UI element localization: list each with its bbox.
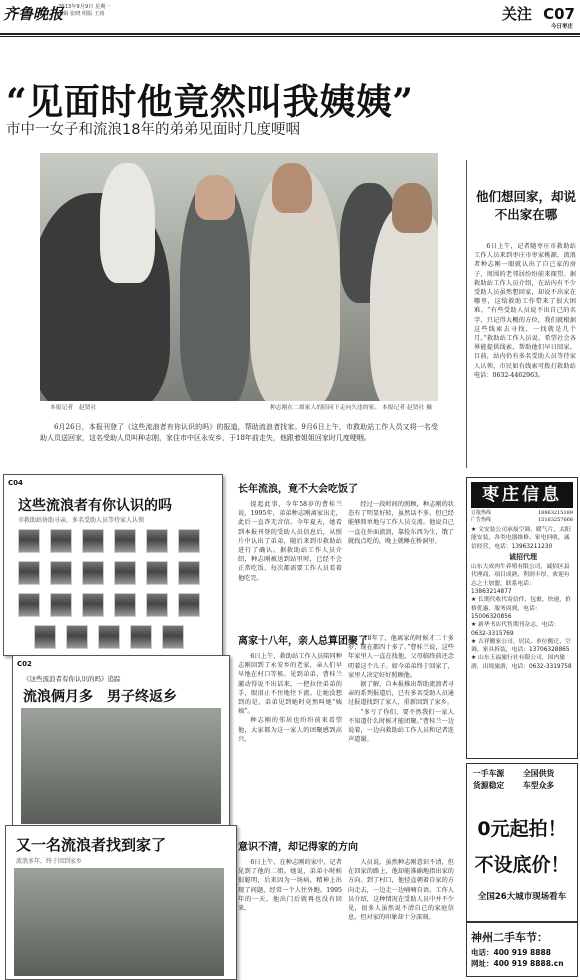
section-heading: 长年流浪，竟不大会吃饭了 [238, 484, 358, 495]
side-article [474, 242, 576, 463]
article-paragraph: “18年了，他离家的时候才二十多岁，现在都四十多了。”曹桂兰说，这些年家里人一直在找他，父母临终前还念叨着这个儿子。如今弟弟终于回家了，家里人决定好好照顾他。 [348, 635, 454, 679]
clipping-1 [3, 474, 223, 656]
advertisement [466, 763, 578, 977]
ad-headline-1: 0元起拍！ [477, 818, 567, 840]
portrait-photo [178, 561, 200, 585]
portrait-photo [178, 593, 200, 617]
clipping-subtitle: 流浪多年，终于回到家乡 [16, 858, 83, 865]
clipping-photo [21, 708, 221, 824]
ad-feature: 货源稳定 [473, 781, 505, 790]
ad-features [473, 768, 573, 792]
portrait-photo [114, 561, 136, 585]
header-rule-thin [0, 36, 580, 37]
classified-item: ★ 山东玉福旅行社有限公司，国内旅游，出境旅游，电话：0632-3319758 [471, 655, 572, 670]
portrait-photo [18, 561, 40, 585]
portrait-photo [114, 593, 136, 617]
header-info [58, 4, 111, 18]
classified-box [466, 477, 578, 759]
article-paragraph: 提起此事，今年58岁的曹桂兰说，1995年，弟弟种志刚离家出走，此后一直杳无音信。今年夏天，她看到本报刊登的受助人员信息后，从照片中认出了弟弟，随后来到市救助站进行了确认。据救助站工作人员介绍，种志刚被送到站里时，已经不会正常吃饭，每次都需要工作人员看着他吃完。 [238, 501, 342, 582]
classified-item: ★ 新华书店代售期刊杂志，电话：0632-3315769 [471, 622, 560, 637]
classified-listings [471, 526, 575, 756]
article-column [238, 652, 342, 832]
classified-item: 山东大成肉牛养殖有限公司，诚招区县代理商，项目成熟，利润丰厚，欢迎有志之士加盟，联系电话：13863214877 [471, 564, 570, 596]
portrait-photo [162, 625, 184, 649]
portrait-photo [146, 561, 168, 585]
article-paragraph: 人员说，虽然种志刚意识不清，但在回家的路上，他却能准确地指出家的方向。到了村口，他径直朝着自家的方向走去，一边走一边喃喃自语。工作人员介绍，这种情况在受助人员中并不少见，很多人虽然说不清自己的家庭信息，但对家的印象却十分深刻。 [348, 859, 454, 922]
classified-section-title: 诚招代理 [509, 552, 537, 561]
ad-contact [471, 947, 575, 969]
portrait-photo [130, 625, 152, 649]
portrait-photo [146, 529, 168, 553]
clipping-tag: C04 [8, 479, 23, 487]
ad-website: 网址：400 919 8888.cn [471, 959, 564, 968]
ad-headline-2: 不设底价！ [474, 854, 570, 876]
portrait-photo [18, 529, 40, 553]
clipping-title: 又一名流浪者找到家了 [16, 836, 167, 854]
clipping-title: 流浪俩月多 男子终返乡 [23, 689, 177, 705]
phone-label-1: 订报热线 [471, 510, 492, 516]
clipping-photo [14, 868, 224, 976]
portrait-photo [82, 529, 104, 553]
side-headline: 他们想回家，却说不出家在哪 [475, 189, 576, 222]
section-label [502, 3, 575, 24]
clipping-title: 这些流浪者有你认识的吗 [18, 498, 172, 514]
portrait-photo [82, 561, 104, 585]
article-column [238, 858, 342, 976]
section-name: 关注 [501, 5, 532, 23]
phone-number-1: 18863215189 [538, 510, 573, 516]
portrait-photo [114, 529, 136, 553]
article-paragraph: 据了解，自本报推出帮助流浪者寻亲的系列报道后，已有多名受助人员通过报道找到了家人，重新回到了家乡。 [348, 681, 454, 707]
article-column [238, 500, 342, 628]
portrait-photo [178, 529, 200, 553]
ad-feature: 车型众多 [523, 781, 555, 790]
portrait-photo [146, 593, 168, 617]
classified-item: ★ 文安装公司承接空调、暖气片、太阳能安装，各类电器维修、家电回收，诚信经营，电话：13963211230 [471, 527, 571, 550]
clipping-source: 《这些流浪者有你认识的吗》追踪 [23, 675, 121, 683]
phone-label-2: 广告热线 [471, 517, 492, 523]
masthead: 齐鲁晚报 [3, 5, 64, 23]
portrait-photo [50, 529, 72, 553]
lead-paragraph: 6月26日，本报刊登了《这些流浪者有你认识的吗》的报道，帮助流浪者找家。9月6日上午，市救助站工作人员又将一名受助人员送回家，这名受助人员叫种志刚，家住市中区永安乡，于18年前走失，他跟着姐姐回家时几度哽咽。 [40, 423, 438, 442]
classified-item: ★ 吉祥搬家公司，居民、单位搬迁，空调、家具拆装，电话：13706328865 [471, 638, 571, 654]
classified-phones [471, 510, 573, 524]
article-column [348, 634, 454, 834]
article-paragraph: 种志刚的邻居也纷纷前来看望他，大家都为这一家人的团聚感到高兴。 [238, 717, 342, 743]
portrait-photo [66, 625, 88, 649]
clipping-3 [5, 825, 237, 980]
page-headline: “见面时他竟然叫我姨姨” [6, 81, 414, 123]
ad-divider [467, 921, 577, 923]
article-column [348, 858, 454, 976]
phone-number-2: 15163257668 [538, 517, 573, 523]
section-heading: 意识不清，却记得家的方向 [238, 842, 358, 853]
ad-feature: 全国供货 [523, 769, 555, 778]
main-photo [40, 153, 438, 401]
side-article-text: 6日上午，记者随枣庄市救助站工作人员来到枣庄市枣家桃源，流浪者种志刚一眼就认出了自己家的房子，周围的老邻居纷纷前来探望。据救助站工作人员介绍，在站内有不少受助人员虽然想回家，却说不出家在哪里，这给救助工作带来了很大困难。“有些受助人员说不出自己的名字，只记得大概的方位，我们就根据这些线索去寻找，一找就是几个月。”救助站工作人员说，希望社会各界能提供线索，帮助他们早日回家。目前，站内仍有多名受助人员等待家人认领，市民如有线索可拨打救助站电话：0632-4462963。 [474, 243, 576, 379]
portrait-photo [98, 625, 120, 649]
photo-caption: 种志刚在二姐家人的陪同下走向久违的家。 本报记者 赵贤社 摄 [269, 405, 432, 411]
portrait-photo [34, 625, 56, 649]
portrait-photo [50, 593, 72, 617]
classified-item: ★ 长期代收代寄信件、包裹、快递，价格优惠，服务周到，电话：15006320856 [471, 597, 571, 620]
page-number: C07 [543, 5, 575, 23]
article-paragraph: 6日上午，在种志刚的家中，记者见到了他的二姐。她说，弟弟小时候很聪明，后来因为一场病，精神上出现了问题，经常一个人往外跑。1995年的一天，他出门后就再也没有回来。 [238, 859, 342, 913]
clipping-subtitle: 市救助站协助寻亲，多名受助人员等待家人认领 [18, 517, 145, 524]
editor-line: 编辑 张晓 组版 王涛 [58, 11, 105, 17]
column-divider [466, 160, 467, 468]
ad-brand: 神州二手车节： [471, 931, 548, 944]
ad-subline: 全国26大城市现场看车 [477, 892, 567, 902]
header-rule [0, 33, 580, 35]
page-subheadline: 市中一女子和流浪18年的弟弟见面时几度哽咽 [6, 122, 300, 138]
clipping-2 [12, 655, 230, 833]
photo-credit: 本报记者 赵贤社 [50, 405, 97, 411]
portrait-photo [82, 593, 104, 617]
article-paragraph: “多亏了你们，要不然我们一家人不知道什么时候才能团聚。”曹桂兰一边说着，一边向救助站工作人员和记者连声道谢。 [348, 708, 454, 744]
subsection-label: 今日枣庄 [550, 24, 573, 30]
article-column [348, 500, 454, 628]
article-paragraph: 6日上午，救助站工作人员陪同种志刚回到了永安乡的老家，亲人们早早地在村口等候。见到弟弟，曹桂兰激动得说不出话来，一把拉住弟弟的手，眼泪止不住地往下流。让她没想到的是，弟弟见到她时竟然叫她“姨姨”。 [238, 653, 342, 716]
section-heading: 离家十八年，亲人总算团聚了 [238, 636, 368, 647]
date-line: 2013年9月9日 星期一 [58, 4, 111, 10]
ad-feature: 一手车源 [473, 769, 505, 778]
clipping-tag: C02 [17, 660, 32, 668]
portrait-photo [50, 561, 72, 585]
photo-caption-bar [40, 402, 438, 414]
article-paragraph: 经过一段时间的照顾，种志刚的状态有了明显好转，虽然话不多，但已经能够简单地与工作人员交流。他说自己一直在外面流浪，靠捡东西为生，饿了就找点吃的，晚上就睡在桥洞里。 [348, 501, 454, 545]
portrait-photo [18, 593, 40, 617]
classified-title: 枣庄信息 [471, 482, 573, 508]
ad-phone: 电话：400 919 8888 [471, 948, 551, 957]
